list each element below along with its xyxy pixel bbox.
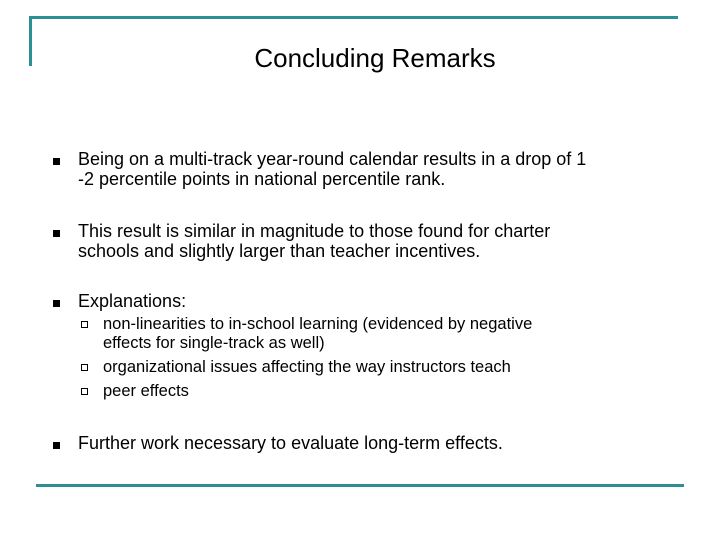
top-rule (29, 16, 678, 19)
bullet-text: Being on a multi-track year-round calendar results in a drop of 1 -2 percentile points in national percentile rank. (78, 149, 587, 189)
hollow-square-icon (81, 364, 88, 371)
bullet-square-icon (53, 300, 60, 307)
slide-title: Concluding Remarks (254, 43, 496, 73)
bullet-square-icon (53, 230, 60, 237)
bullet-square-icon (53, 442, 60, 449)
sub-bullet-text: peer effects (103, 382, 189, 400)
left-rule (29, 16, 32, 66)
bullet-text: This result is similar in magnitude to those found for charter schools and slightly larger than teacher incentives. (78, 221, 551, 261)
sub-bullet-text: organizational issues affecting the way instructors teach (103, 358, 511, 376)
hollow-square-icon (81, 321, 88, 328)
bullet-text: Further work necessary to evaluate long-term effects. (78, 433, 503, 453)
sub-bullet-text: non-linearities to in-school learning (evidenced by negative effects for single-track as well) (103, 315, 533, 352)
bullet-square-icon (53, 158, 60, 165)
hollow-square-icon (81, 388, 88, 395)
bottom-rule (36, 484, 684, 487)
bullet-text: Explanations: (78, 291, 187, 311)
